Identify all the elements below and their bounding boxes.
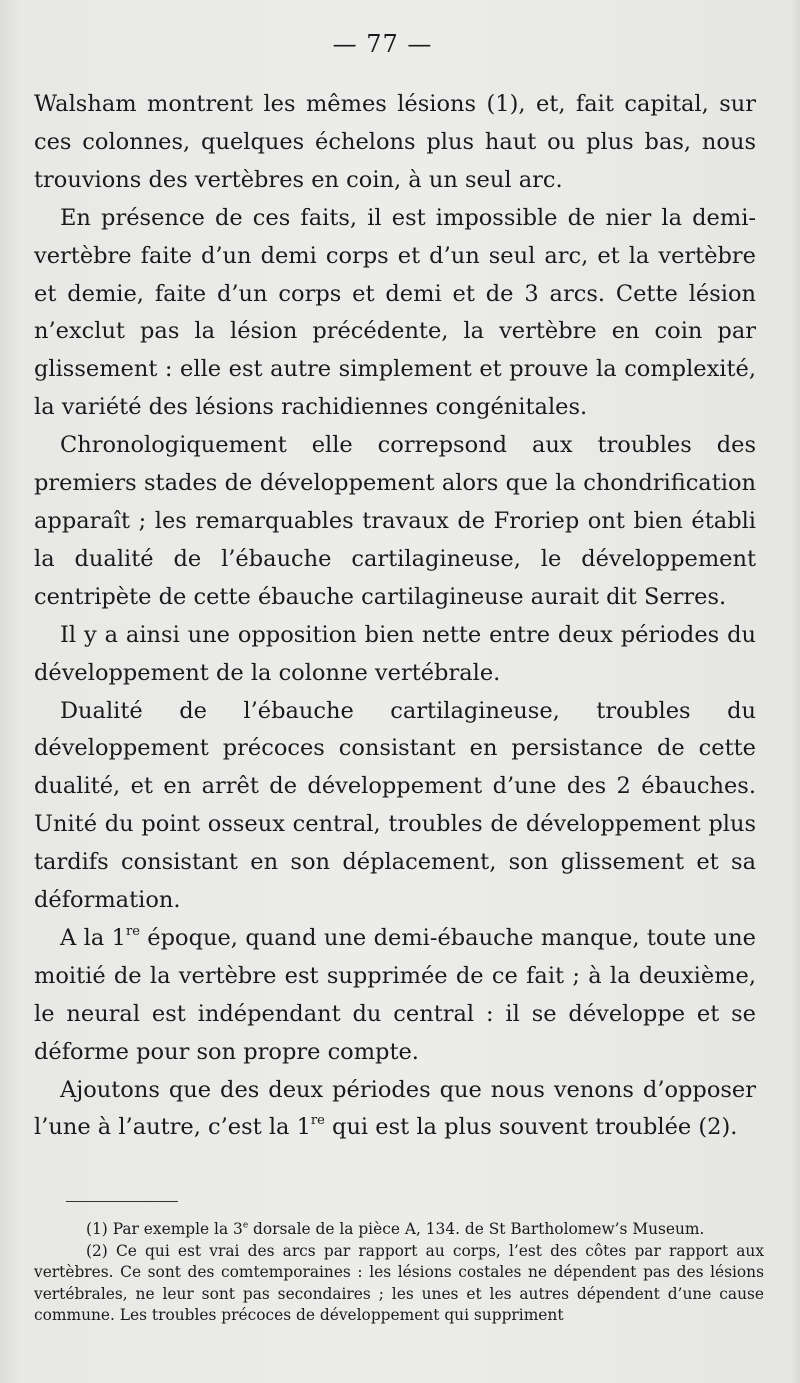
footnote-text: Ce qui est vrai des arcs par rapport au corps, l’est des côtes par rapport aux vertèbres. Ce sont des comtemporaines : les lésions costales ne dépendent pas des lésions vertébrales, ne leur sont pas secondaires ; les unes et les autres dépendent d’une cause commune. Les troubles précoces de développement qui suppriment [34,1241,764,1324]
paragraph: Dualité de l’ébauche cartilagineuse, troubles du développement précoces consistant en persistance de cette dualité, et en arrêt de développement d’une des 2 ébauches. Unité du point osseux central, troubles de développement plus tardifs consistant en son déplacement, son glissement et sa déformation. [34,697,756,914]
footnote-number: (1) [86,1220,108,1238]
paragraph [34,1072,756,1148]
paragraph-text: A la 1 [60,924,126,951]
paragraph-text: Ajoutons que des deux périodes que nous venons d’opposer l’une à l’autre, c’est la 1 [34,1076,756,1141]
footnote-text: dorsale de la pièce A, 134. de St Bartholomew’s Museum. [248,1220,705,1238]
paragraph-text: époque, quand une demi-ébauche manque, toute une moitié de la vertèbre est supprimée de ce fait ; à la deuxième, le neural est indépendant du central : il se développe et se déforme pour son propre compte. [34,924,756,1065]
body-text [34,86,756,1147]
paragraph-text: qui est la plus souvent troublée (2). [324,1114,738,1141]
ordinal-superscript: re [125,924,140,940]
paragraph: Chronologiquement elle correpsond aux troubles des premiers stades de développement alors que la chondrification apparaît ; les remarquables travaux de Froriep ont bien établi la dualité de l’ébauche cartilagineuse, le développement centripète de cette ébauche cartilagineuse aurait dit Serres. [34,432,756,610]
footnote-divider [66,1201,178,1202]
footnotes [34,1219,764,1327]
paragraph: Walsham montrent les mêmes lésions (1), et, fait capital, sur ces colonnes, quelques échelons plus haut ou plus bas, nous trouvions des vertèbres en coin, à un seul arc. [34,91,756,193]
paragraph: En présence de ces faits, il est impossible de nier la demi-vertèbre faite d’un demi corps et d’un seul arc, et la vertèbre et demie, faite d’un corps et demi et de 3 arcs. Cette lésion n’exclut pas la lésion précédente, la vertèbre en coin par glissement : elle est autre simplement et prouve la complexité, la variété des lésions rachidiennes congénitales. [34,204,756,421]
footnote [34,1219,764,1241]
ordinal-superscript: e [242,1220,249,1231]
page-number: — 77 — [332,30,433,58]
paragraph: Il y a ainsi une opposition bien nette entre deux périodes du développement de la colonne vertébrale. [34,621,756,686]
footnote-text: Par exemple la 3 [107,1220,243,1238]
ordinal-superscript: re [310,1113,325,1129]
footnote-number: (2) [86,1241,108,1260]
paragraph [34,920,756,1072]
footnote [34,1241,764,1327]
